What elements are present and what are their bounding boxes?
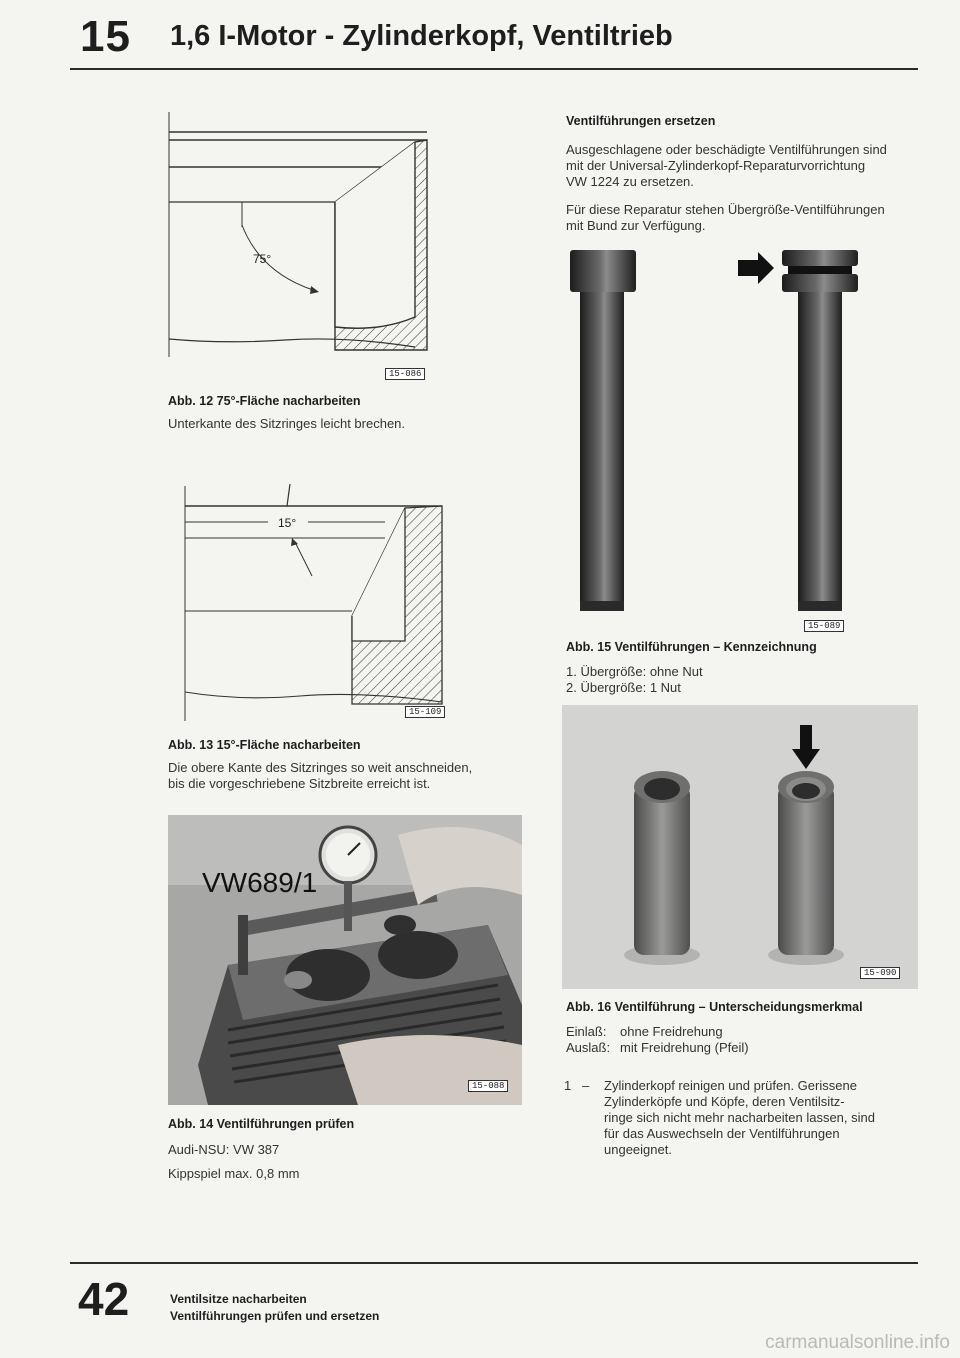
section-heading: Ventilführungen ersetzen xyxy=(566,114,716,128)
tool-label-vw689: VW689/1 xyxy=(202,867,318,898)
einlass-value: ohne Freidrehung xyxy=(620,1024,723,1039)
figure-15-degree-drawing xyxy=(180,466,450,726)
figure-13-caption: Abb. 13 15°-Fläche nacharbeiten xyxy=(168,738,361,752)
figure-14-line-1: Audi-NSU: VW 387 xyxy=(168,1142,280,1157)
watermark: carmanualsonline.info xyxy=(765,1332,950,1353)
step-number: 1 xyxy=(564,1078,572,1093)
valve-guide-comparison-photo xyxy=(562,705,918,989)
cylinder-head-photo xyxy=(168,815,522,1105)
figure-15-caption: Abb. 15 Ventilführungen – Kennzeichnung xyxy=(566,640,817,654)
figure-tag-15-088: 15-088 xyxy=(468,1080,508,1092)
header-rule xyxy=(70,68,918,70)
figure-14-photo xyxy=(168,815,522,1105)
section-paragraph-2-line-1: Für diese Reparatur stehen Übergröße-Ventilführungen xyxy=(566,202,885,217)
footer-rule xyxy=(70,1262,918,1264)
footer-line-2: Ventilführungen prüfen und ersetzen xyxy=(170,1309,380,1323)
chapter-number: 15 xyxy=(80,12,131,61)
figure-14-line-2: Kippspiel max. 0,8 mm xyxy=(168,1166,300,1181)
valve-guides-photo xyxy=(562,246,862,636)
step-1-line-3: ringe sich nicht mehr nacharbeiten lassen, sind xyxy=(604,1110,875,1125)
figure-13-text-line-1: Die obere Kante des Sitzringes so weit anschneiden, xyxy=(168,760,473,775)
figure-tag-15-086: 15-086 xyxy=(385,368,425,380)
figure-12-text: Unterkante des Sitzringes leicht brechen. xyxy=(168,416,406,431)
seat-ring-15-drawing xyxy=(180,466,450,726)
section-paragraph-1-line-3: VW 1224 zu ersetzen. xyxy=(566,174,694,189)
figure-15-item-1: 1. Übergröße: ohne Nut xyxy=(566,664,703,679)
step-1-line-1: Zylinderkopf reinigen und prüfen. Gerissene xyxy=(604,1078,857,1093)
figure-tag-15-089: 15-089 xyxy=(804,620,844,632)
page-title: 1,6 I-Motor - Zylinderkopf, Ventiltrieb xyxy=(170,20,673,52)
einlass-label: Einlaß: xyxy=(566,1024,607,1039)
step-dash: – xyxy=(582,1078,590,1093)
figure-14-caption: Abb. 14 Ventilführungen prüfen xyxy=(168,1117,355,1131)
footer-line-1: Ventilsitze nacharbeiten xyxy=(170,1292,307,1306)
figure-16-photo xyxy=(562,705,918,989)
step-1-line-2: Zylinderköpfe und Köpfe, deren Ventilsitz- xyxy=(604,1094,845,1109)
section-paragraph-2-line-2: mit Bund zur Verfügung. xyxy=(566,218,706,233)
page-number: 42 xyxy=(78,1273,130,1325)
figure-tag-15-109: 15-109 xyxy=(405,706,445,718)
auslass-value: mit Freidrehung (Pfeil) xyxy=(620,1040,749,1055)
section-paragraph-1-line-1: Ausgeschlagene oder beschädigte Ventilführungen sind xyxy=(566,142,887,157)
figure-13-text-line-2: bis die vorgeschriebene Sitzbreite erreicht ist. xyxy=(168,776,431,791)
auslass-label: Auslaß: xyxy=(566,1040,611,1055)
figure-15-item-2: 2. Übergröße: 1 Nut xyxy=(566,680,681,695)
figure-tag-15-090: 15-090 xyxy=(860,967,900,979)
figure-16-caption: Abb. 16 Ventilführung – Unterscheidungsmerkmal xyxy=(566,1000,863,1014)
arrow-icon xyxy=(738,252,774,284)
angle-label-75: 75° xyxy=(253,252,272,266)
figure-12-caption: Abb. 12 75°-Fläche nacharbeiten xyxy=(168,394,361,408)
step-1-line-5: ungeeignet. xyxy=(604,1142,672,1157)
angle-label-15: 15° xyxy=(278,516,297,530)
seat-ring-75-drawing xyxy=(165,112,440,387)
figure-75-degree-drawing xyxy=(165,112,440,387)
step-1-line-4: für das Auswechseln der Ventilführungen xyxy=(604,1126,840,1141)
figure-15-photo xyxy=(562,246,862,636)
section-paragraph-1-line-2: mit der Universal-Zylinderkopf-Reparaturvorrichtung xyxy=(566,158,866,173)
